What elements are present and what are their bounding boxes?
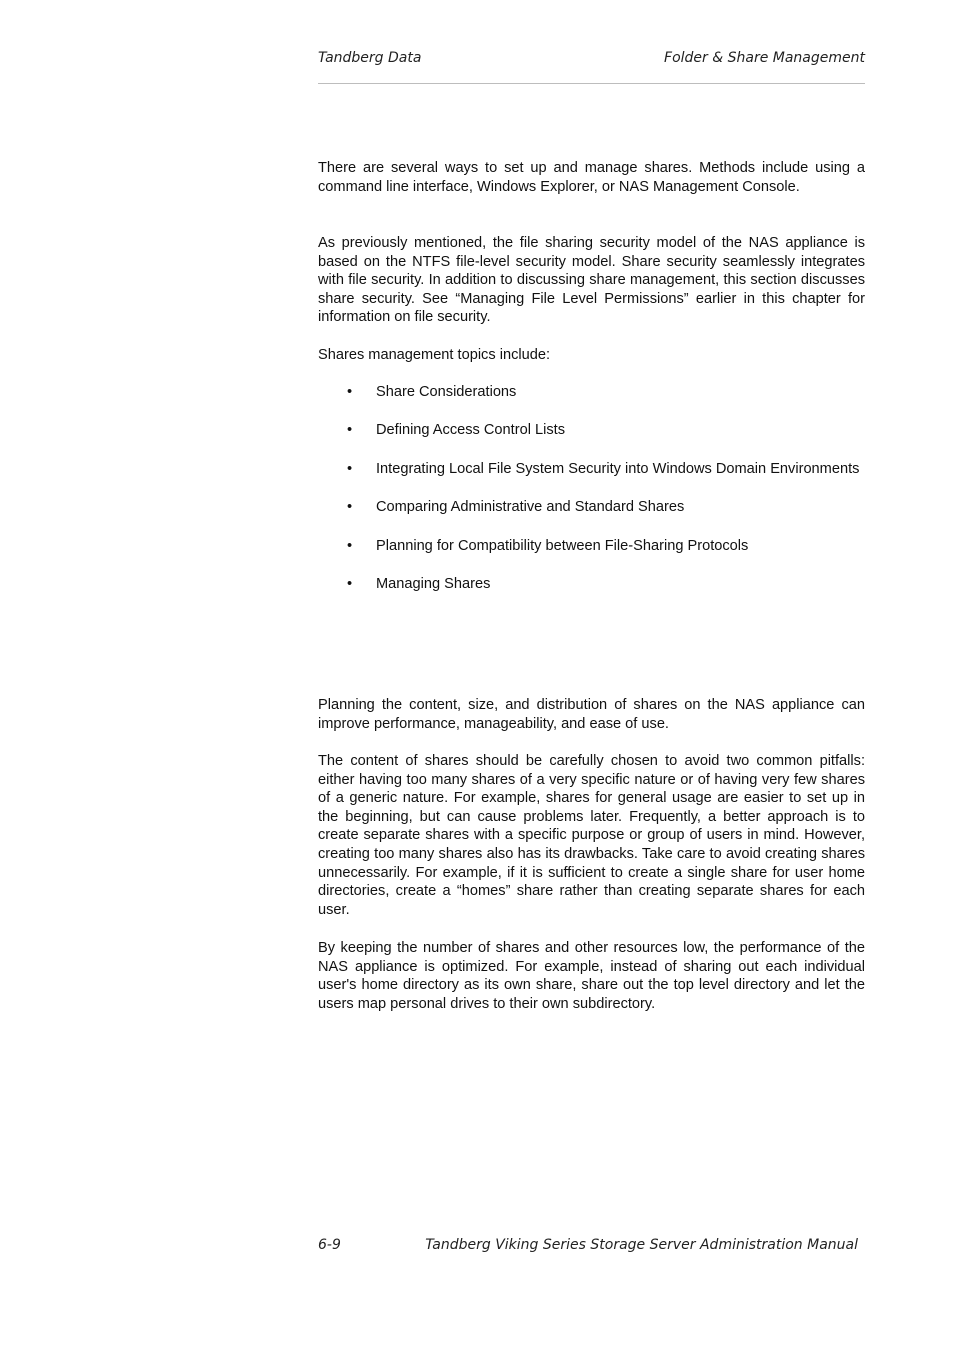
list-item-label: Share Considerations <box>376 384 517 400</box>
list-item <box>318 421 865 440</box>
header-section-title: Folder & Share Management <box>664 50 865 66</box>
planning-paragraph: Planning the content, size, and distribution of shares on the NAS appliance can improve performance, manageability, and ease of use. <box>318 697 865 732</box>
page-footer <box>318 1237 865 1259</box>
list-item <box>318 383 865 402</box>
header-company: Tandberg Data <box>318 50 422 66</box>
header-divider <box>318 83 865 84</box>
bullet-symbol: • <box>347 537 353 554</box>
page-number: 6-9 <box>318 1237 341 1253</box>
list-item <box>318 575 865 594</box>
topics-list <box>318 383 865 613</box>
intro-paragraph: There are several ways to set up and manage shares. Methods include using a command line interface, Windows Explorer, or NAS Management Console. <box>318 160 865 195</box>
list-item-label: Planning for Compatibility between File-Sharing Protocols <box>376 537 749 554</box>
list-item-label: Integrating Local File System Security into Windows Domain Environments <box>376 460 860 477</box>
page-header <box>318 50 865 72</box>
topics-intro: Shares management topics include: <box>318 347 551 363</box>
list-item-label: Comparing Administrative and Standard Shares <box>376 499 685 516</box>
bullet-symbol: • <box>347 575 353 592</box>
security-model-paragraph: As previously mentioned, the file sharing security model of the NAS appliance is based on the NTFS file-level security model. Share security seamlessly integrates with file security. In addition to discussing share management, this section discusses share security. See “Managing File Level Permissions” earlier in this chapter for information on file security. <box>318 235 865 326</box>
bullet-symbol: • <box>347 499 353 516</box>
bullet-symbol: • <box>347 422 353 439</box>
list-item <box>318 460 865 479</box>
performance-paragraph: By keeping the number of shares and other resources low, the performance of the NAS appliance is optimized. For example, instead of sharing out each individual user's home directory as its own share, share out the top level directory and let the users map personal drives to their own subdirectory. <box>318 940 865 1012</box>
list-item-label: Defining Access Control Lists <box>376 422 565 439</box>
list-item <box>318 498 865 517</box>
manual-title: Tandberg Viking Series Storage Server Administration Manual <box>425 1237 858 1253</box>
bullet-symbol: • <box>347 384 353 400</box>
bullet-symbol: • <box>347 460 353 477</box>
share-content-paragraph: The content of shares should be carefully chosen to avoid two common pitfalls: either having too many shares of a very specific nature or of having very few shares of a generic nature. For example, shares for general usage are easier to set up in the beginning, but can cause problems later. Frequently, a better approach is to create separate shares with a specific purpose or group of users in mind. However, creating too many shares also has its drawbacks. Take care to avoid creating shares unnecessarily. For example, if it is sufficient to create a single share for user home directories, create a “homes” share rather than creating separate shares for each user. <box>318 753 865 918</box>
list-item <box>318 537 865 556</box>
list-item-label: Managing Shares <box>376 575 491 592</box>
